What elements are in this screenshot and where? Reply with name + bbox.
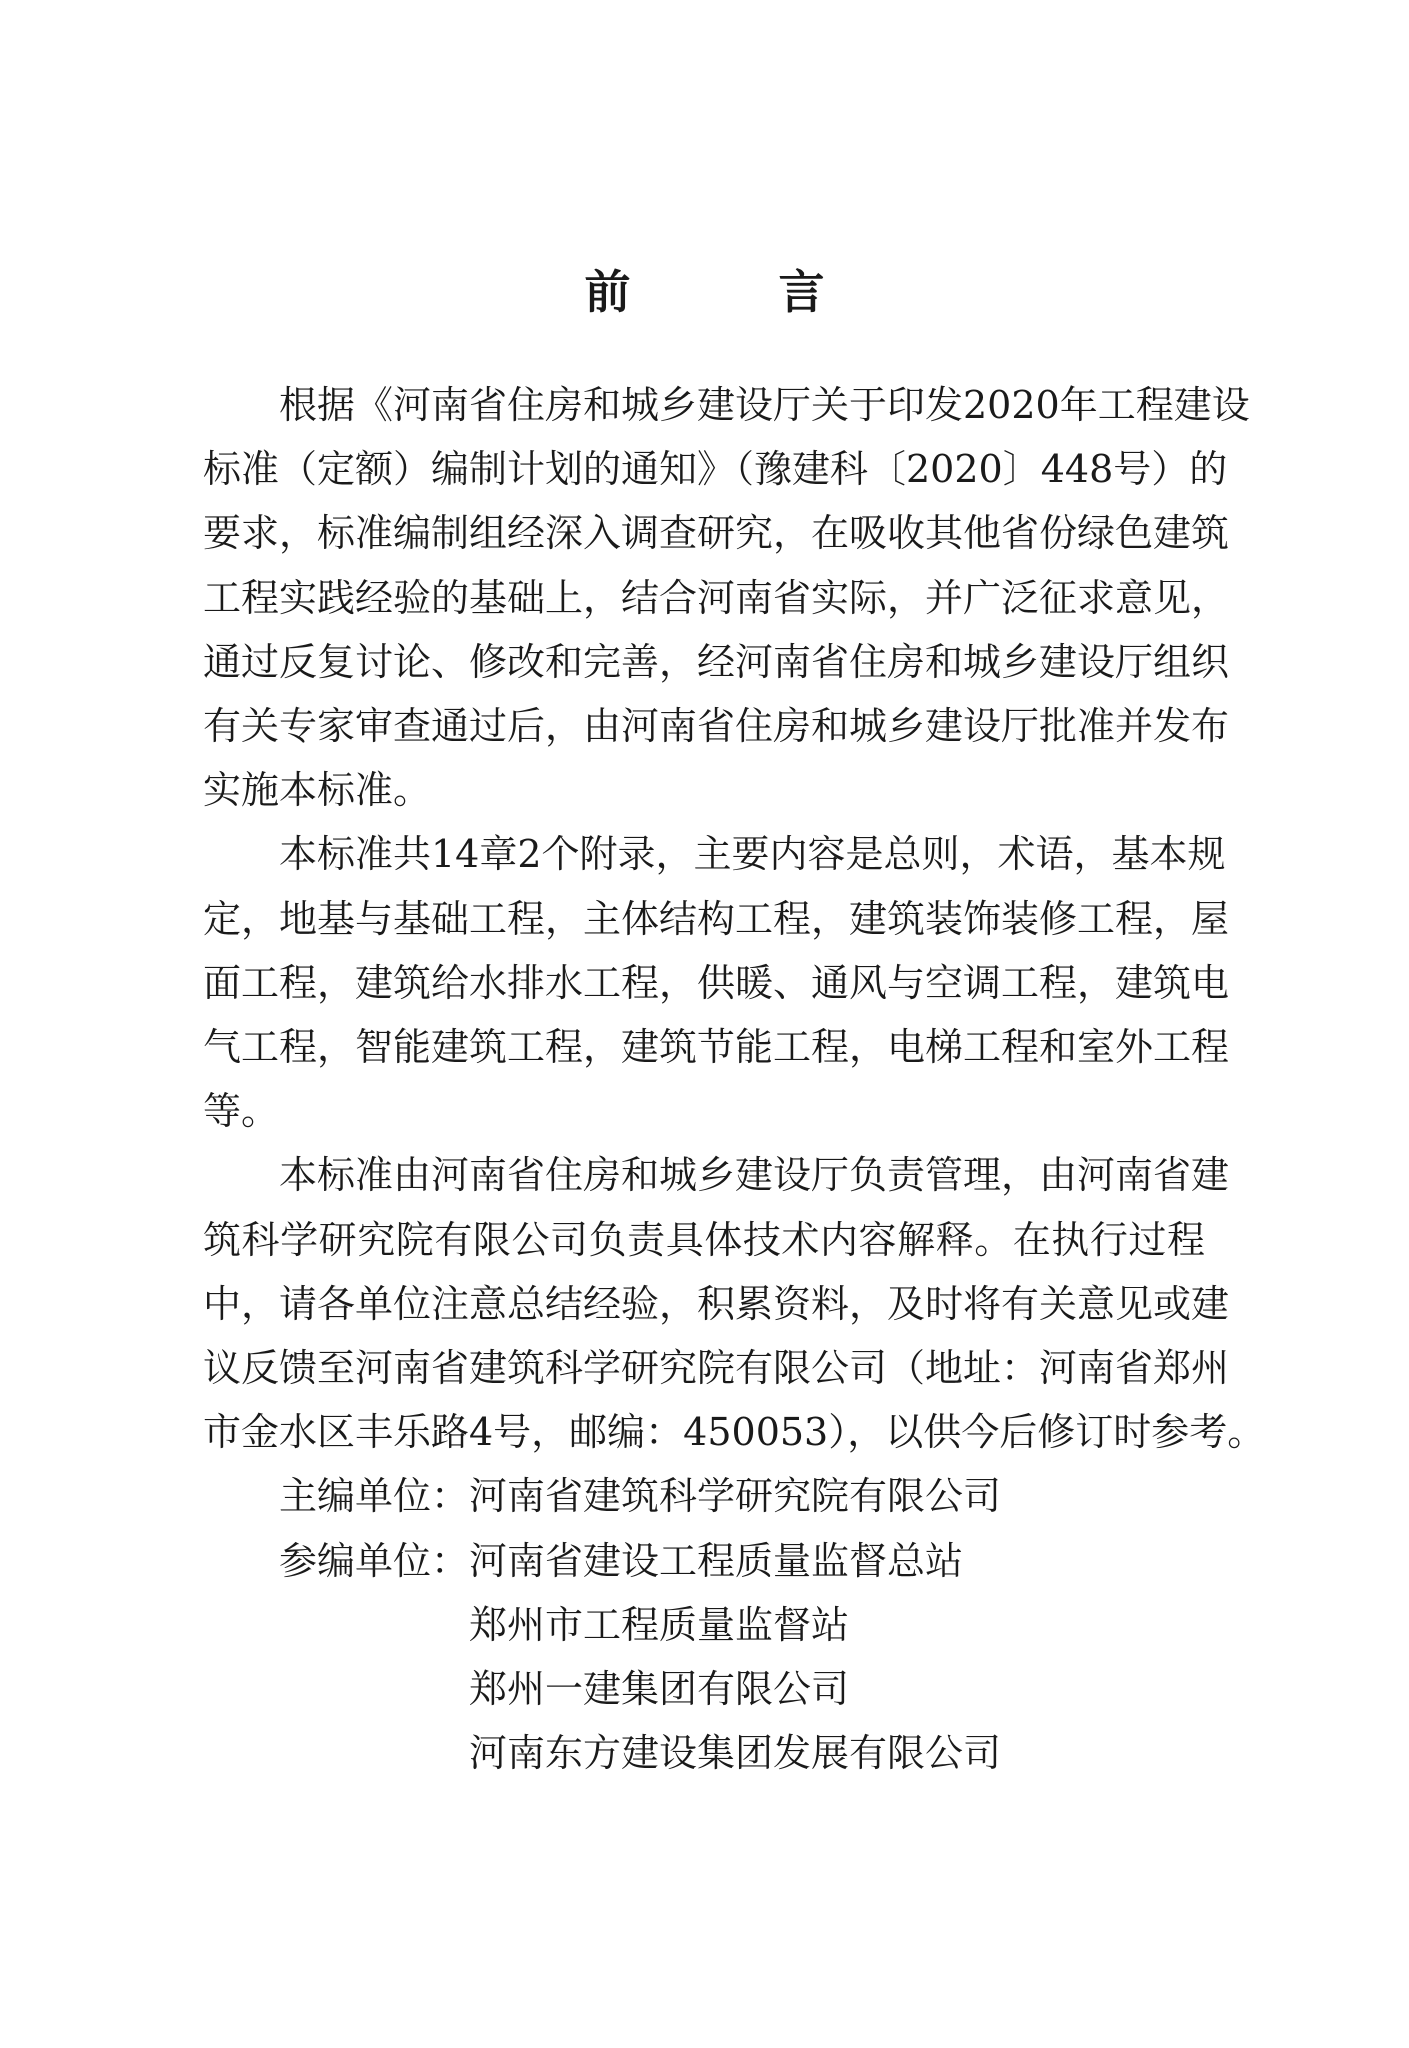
paragraph-1 — [203, 373, 1250, 822]
participating-unit-label: 参编单位： — [279, 1538, 470, 1583]
text-line: 面工程，建筑给水排水工程，供暖、通风与空调工程，建筑电 — [203, 960, 1230, 1005]
text-line: 根据《河南省住房和城乡建设厅关于印发2020年工程建设 — [279, 383, 1250, 427]
text-line: 标准（定额）编制计划的通知》（豫建科〔2020〕448号）的 — [203, 447, 1228, 492]
participating-unit-row — [203, 1529, 1205, 1593]
chief-unit-label: 主编单位： — [279, 1474, 470, 1519]
text-line: 通过反复讨论、修改和完善，经河南省住房和城乡建设厅组织 — [203, 639, 1230, 684]
participating-unit-name: 郑州一建集团有限公司 — [469, 1667, 850, 1712]
paragraph-2 — [203, 822, 1230, 1143]
participating-unit-name: 河南东方建设集团发展有限公司 — [469, 1731, 1002, 1776]
text-line: 议反馈至河南省建筑科学研究院有限公司（地址：河南省郑州 — [203, 1346, 1230, 1391]
participating-unit-row — [203, 1657, 1205, 1721]
text-line: 气工程，智能建筑工程，建筑节能工程，电梯工程和室外工程 — [203, 1025, 1230, 1070]
text-line: 定，地基与基础工程，主体结构工程，建筑装饰装修工程，屋 — [203, 896, 1230, 941]
text-line: 市金水区丰乐路4号，邮编：450053），以供今后修订时参考。 — [203, 1410, 1266, 1455]
chief-unit-row — [203, 1464, 1205, 1528]
page-title: 前 言 — [584, 265, 891, 319]
paragraph-3 — [203, 1143, 1266, 1464]
chief-unit-name: 河南省建筑科学研究院有限公司 — [469, 1474, 1002, 1519]
text-line: 工程实践经验的基础上，结合河南省实际，并广泛征求意见， — [203, 575, 1230, 620]
preface-body — [203, 373, 1266, 1785]
text-line: 实施本标准。 — [203, 768, 432, 813]
participating-unit-row — [203, 1721, 1205, 1785]
text-line: 要求，标准编制组经深入调查研究，在吸收其他省份绿色建筑 — [203, 511, 1230, 556]
editing-units — [203, 1464, 1205, 1785]
text-line: 本标准共14章2个附录，主要内容是总则，术语，基本规 — [279, 832, 1226, 877]
text-line: 等。 — [203, 1089, 280, 1134]
text-line: 本标准由河南省住房和城乡建设厅负责管理，由河南省建 — [279, 1153, 1230, 1198]
text-line: 有关专家审查通过后，由河南省住房和城乡建设厅批准并发布 — [203, 704, 1230, 749]
text-line: 中，请各单位注意总结经验，积累资料，及时将有关意见或建 — [203, 1281, 1230, 1326]
participating-unit-name: 郑州市工程质量监督站 — [469, 1602, 850, 1647]
participating-unit-name: 河南省建设工程质量监督总站 — [469, 1538, 964, 1583]
text-line: 筑科学研究院有限公司负责具体技术内容解释。在执行过程 — [203, 1217, 1205, 1262]
participating-unit-row — [203, 1593, 1205, 1657]
